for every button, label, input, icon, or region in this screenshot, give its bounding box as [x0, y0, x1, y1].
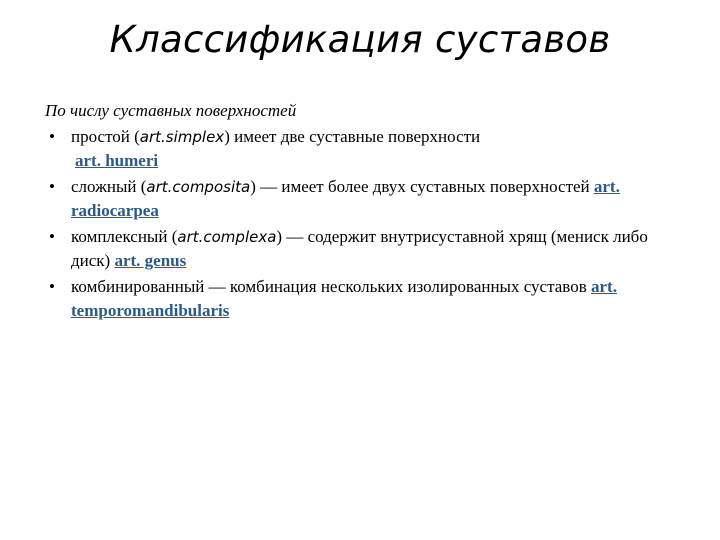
bullet-marker: •	[49, 227, 55, 246]
latin-term: art.simplex	[139, 128, 225, 146]
bullet-marker: •	[49, 127, 55, 146]
section-subtitle: По числу суставных поверхностей	[45, 101, 297, 120]
item-text-before: простой (	[71, 127, 140, 146]
example-link-radiocarpea[interactable]: art. radiocarpea	[71, 177, 620, 220]
example-link-humeri[interactable]: art. humeri	[75, 151, 159, 170]
joint-types-list	[45, 125, 685, 323]
example-link-temporomandibularis[interactable]: art. temporomandibularis	[71, 277, 617, 320]
bullet-marker: •	[49, 277, 55, 296]
item-text-before: сложный (	[71, 177, 147, 196]
latin-term: art.complexa	[177, 228, 277, 246]
example-link-genus[interactable]: art. genus	[114, 251, 187, 270]
list-item-complex	[45, 225, 685, 273]
list-item-simple	[45, 125, 685, 173]
item-text-after: ) имеет две суставные поверхности	[224, 127, 481, 146]
slide-title: Классификация суставов	[109, 18, 611, 61]
bullet-marker: •	[49, 177, 55, 196]
list-item-composite	[45, 175, 685, 223]
item-text-after: ) — имеет более двух суставных поверхностей	[250, 177, 590, 196]
latin-term: art.composita	[146, 178, 251, 196]
list-item-combined	[45, 275, 685, 323]
item-text-before: комбинированный — комбинация нескольких изолированных суставов	[71, 277, 587, 296]
item-text-after: ) — содержит внутрисуставной хрящ (мениск либо диск)	[71, 227, 648, 270]
item-text-before: комплексный (	[71, 227, 178, 246]
slide-content	[45, 99, 685, 325]
